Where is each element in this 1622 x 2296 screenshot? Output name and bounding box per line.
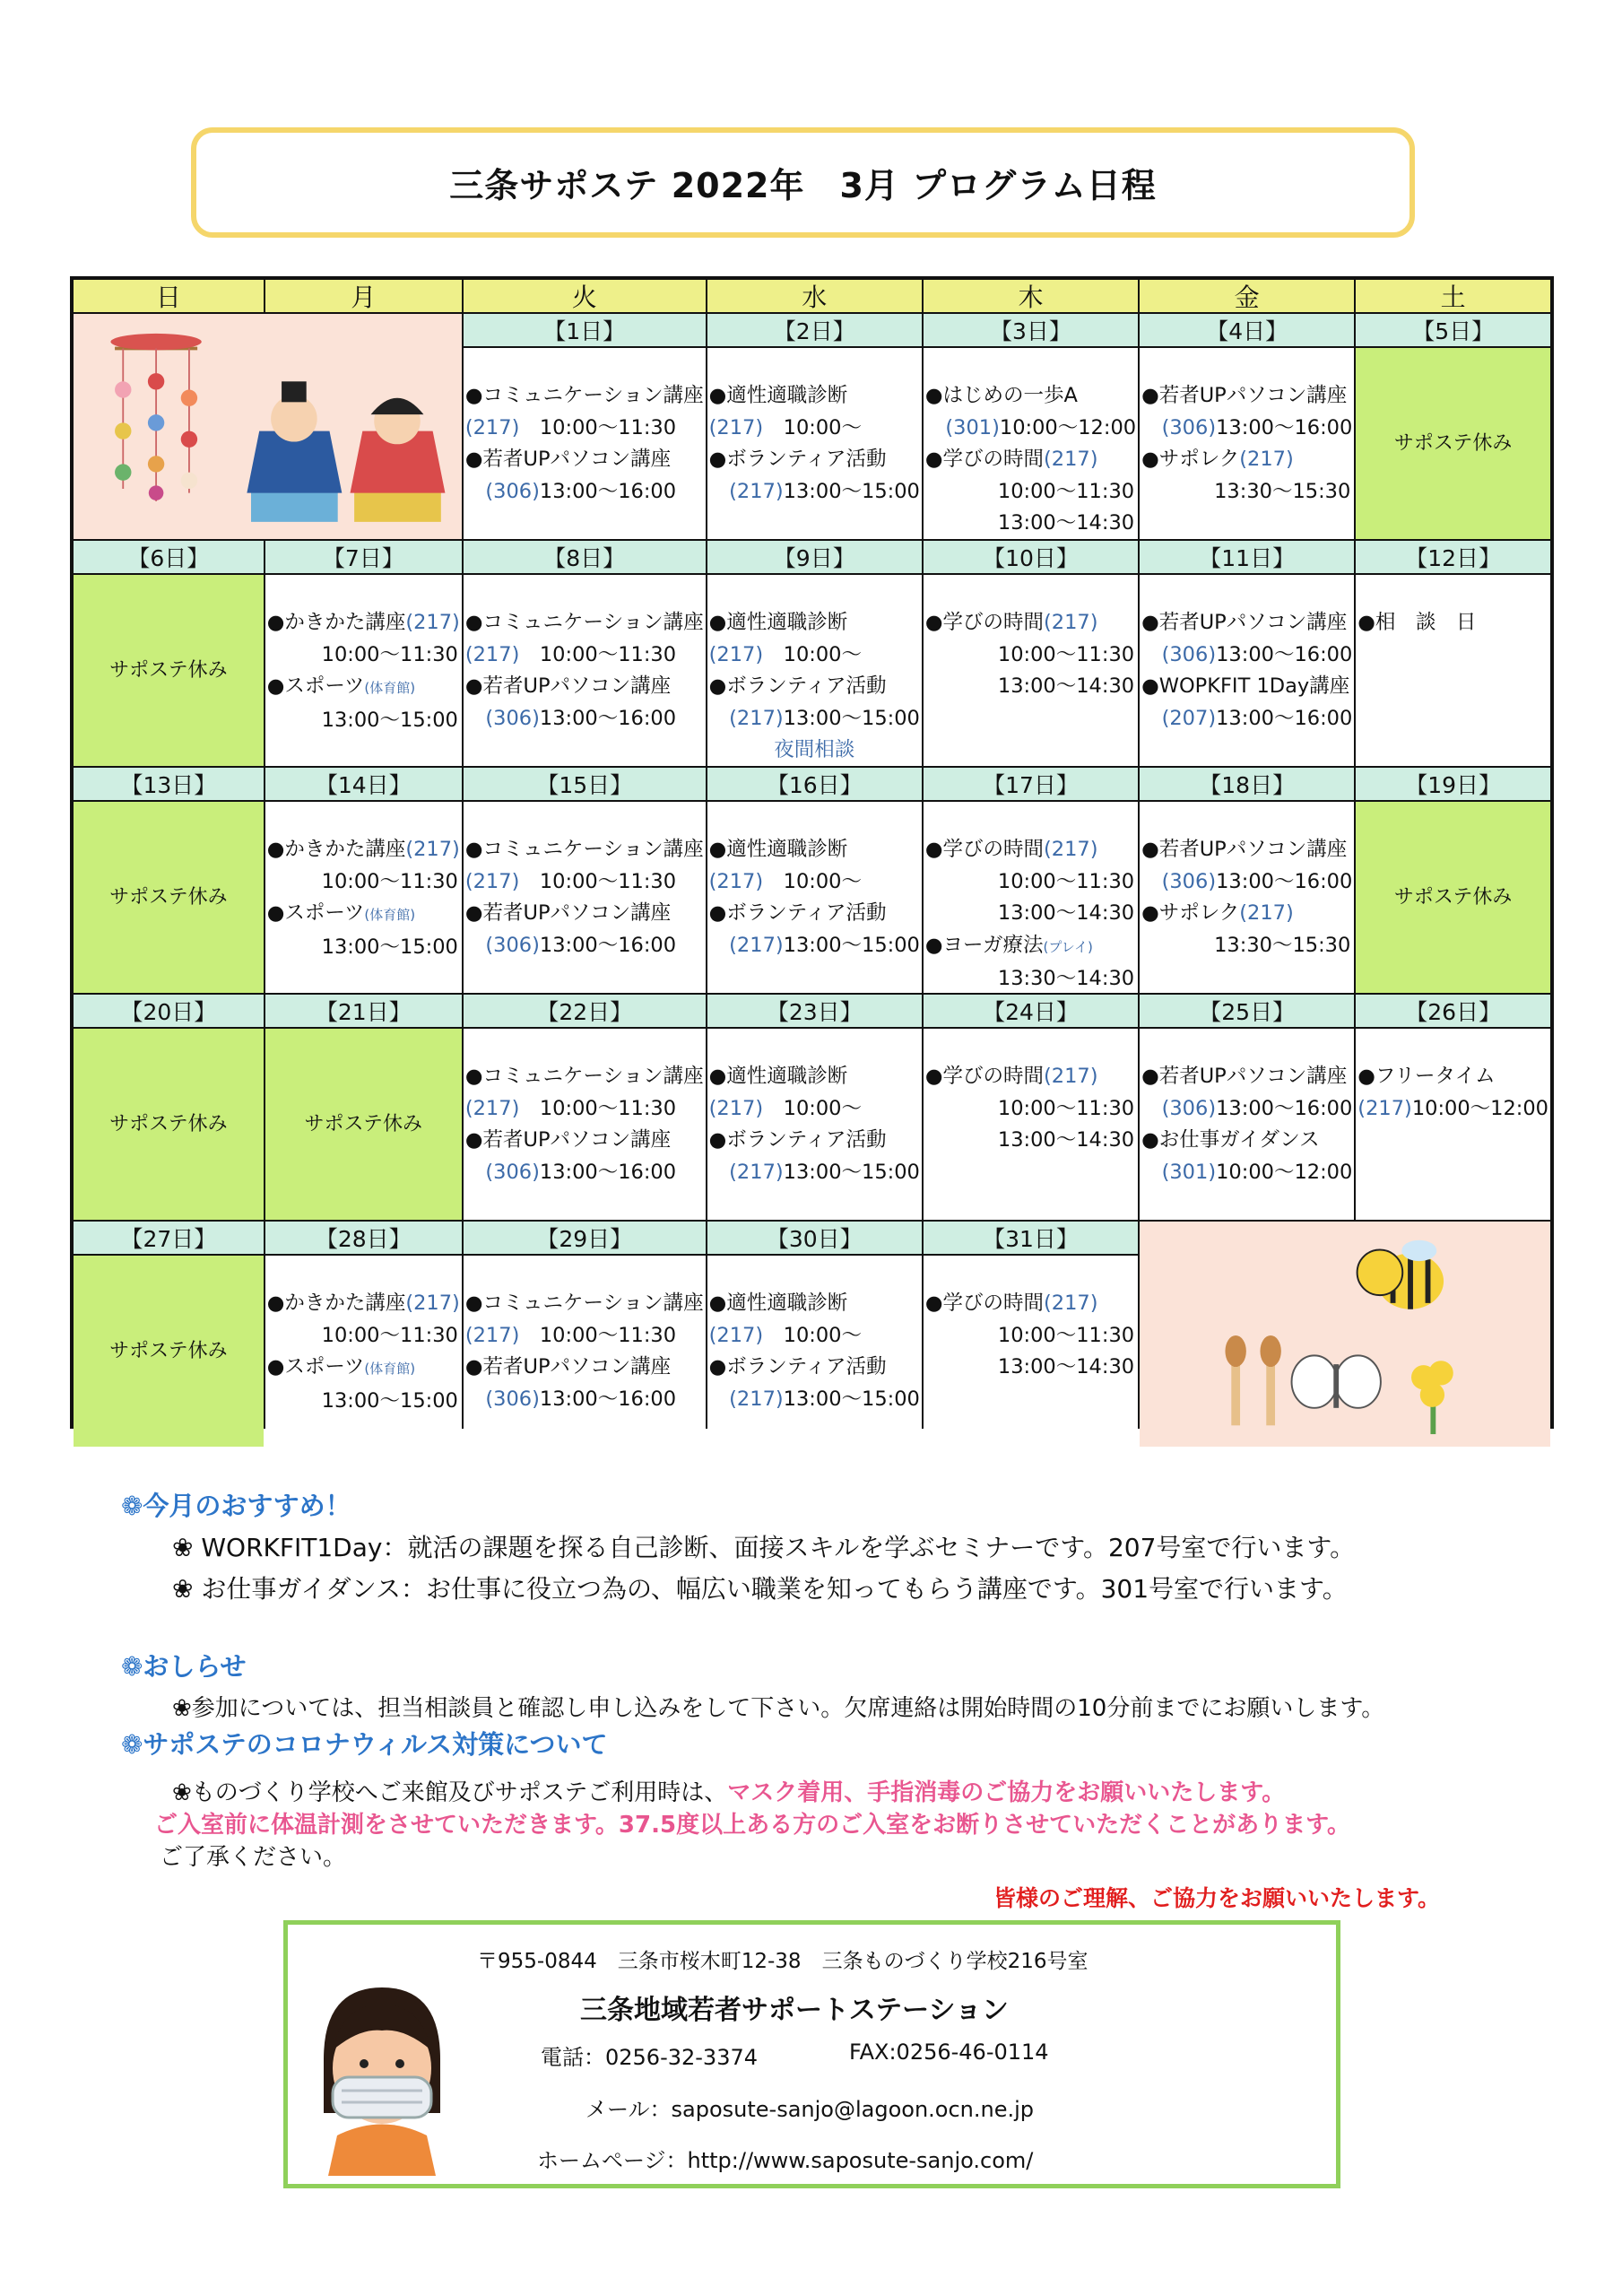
corona-line-3: ご了承ください。: [160, 1844, 347, 1871]
program-line: (301)10:00～12:00: [945, 415, 1137, 439]
program-line: (306)13:00～16:00: [1161, 642, 1353, 666]
masked-woman-illustration: [306, 1979, 458, 2176]
program-line: ●若者UPパソコン講座: [464, 674, 672, 698]
program-line: (301)10:00～12:00: [1161, 1160, 1353, 1184]
weekday-header: 月: [265, 280, 462, 312]
homepage: ホームページ：http://www.saposute-sanjo.com/: [537, 2148, 1034, 2173]
program-line: ●コミュニケーション講座: [464, 1065, 704, 1088]
weekday-header: 火: [464, 280, 706, 312]
program-line: 夜間相談: [774, 738, 855, 761]
program-line: 10:00～11:30: [321, 869, 458, 893]
program-line: ●ヨーガ療法(プレイ): [924, 933, 1093, 957]
date-label: 【31日】: [924, 1222, 1138, 1254]
program-line: (306)13:00～16:00: [1161, 1096, 1353, 1120]
program-line: ●適性適職診断: [708, 838, 848, 861]
program-line: 13:30～15:30: [1214, 933, 1351, 957]
program-line: (217) 10:00～11:30: [464, 869, 677, 893]
program-line: 13:00～14:30: [997, 511, 1135, 535]
program-cell: [707, 802, 922, 993]
program-line: 13:30～14:30: [997, 967, 1135, 990]
program-line: ●相 談 日: [1357, 611, 1477, 634]
program-line: (306)13:00～16:00: [485, 933, 677, 957]
program-line: ●ボランティア活動: [708, 448, 887, 471]
program-line: ●ボランティア活動: [708, 901, 887, 925]
program-line: ●かきかた講座(217): [266, 1292, 460, 1315]
date-label: 【25日】: [1140, 995, 1354, 1027]
calendar-grid: [70, 276, 1554, 1429]
program-line: 13:00～15:00: [321, 1388, 458, 1413]
closed-day: サポステ休み: [74, 575, 264, 766]
program-cell: [265, 575, 462, 766]
date-label: 【28日】: [265, 1222, 462, 1254]
date-label: 【20日】: [74, 995, 264, 1027]
contact-box: [283, 1920, 1340, 2188]
closed-day: サポステ休み: [265, 1029, 462, 1220]
program-line: ●スポーツ(体育館): [266, 674, 416, 698]
program-line: ●ボランティア活動: [708, 674, 887, 698]
hanging-ornament-illustration: [110, 334, 201, 501]
program-line: ●学びの時間(217): [924, 611, 1098, 634]
program-cell: [265, 802, 462, 993]
program-line: ●コミュニケーション講座: [464, 611, 704, 634]
program-cell: [464, 348, 706, 539]
program-line: ●コミュニケーション講座: [464, 384, 704, 407]
program-line: (217) 10:00～11:30: [464, 1323, 677, 1347]
program-line: (217) 10:00～: [708, 1096, 862, 1120]
program-cell: [707, 1256, 922, 1447]
program-cell: [265, 1256, 462, 1447]
date-label: 【24日】: [924, 995, 1138, 1027]
date-label: 【30日】: [707, 1222, 922, 1254]
program-line: ●学びの時間(217): [924, 838, 1098, 861]
page-title: 三条サポステ 2022年 3月 プログラム日程: [449, 166, 1157, 205]
date-label: 【15日】: [464, 768, 706, 800]
program-line: (217) 10:00～: [708, 869, 862, 893]
weekday-header: 木: [924, 280, 1138, 312]
spring-illustration: [1140, 1222, 1550, 1447]
date-label: 【23日】: [707, 995, 922, 1027]
rapeseed-flower-illustration: [1411, 1361, 1453, 1434]
notice-heading: ❁おしらせ: [121, 1651, 247, 1682]
program-line: ●学びの時間(217): [924, 1065, 1098, 1088]
program-line: ●かきかた講座(217): [266, 611, 460, 634]
program-line: ●かきかた講座(217): [266, 838, 460, 861]
closed-day: サポステ休み: [74, 802, 264, 993]
program-line: ●スポーツ(体育館): [266, 901, 416, 925]
program-line: ●若者UPパソコン講座: [464, 448, 672, 471]
program-line: ●サポレク(217): [1141, 448, 1294, 471]
date-label: 【1日】: [464, 314, 706, 346]
program-line: (306)13:00～16:00: [1161, 415, 1353, 439]
program-cell: [924, 802, 1138, 993]
weekday-header: 日: [74, 280, 264, 312]
program-cell: [924, 575, 1138, 766]
closed-day: サポステ休み: [74, 1029, 264, 1220]
program-line: ●ボランティア活動: [708, 1355, 887, 1378]
program-cell: [707, 348, 922, 539]
recommend-item-2: ❀ お仕事ガイダンス：お仕事に役立つ為の、幅広い職業を知ってもらう講座です。301号室で行います。: [172, 1574, 1348, 1604]
address: 〒955-0844 三条市桜木町12-38 三条ものづくり学校216号室: [477, 1950, 1089, 1973]
program-line: (306)13:00～16:00: [485, 479, 677, 503]
program-line: 10:00～11:30: [997, 1323, 1135, 1347]
weekday-header: 水: [707, 280, 922, 312]
program-cell: [464, 1256, 706, 1447]
program-line: (217) 10:00～: [708, 1323, 862, 1347]
date-label: 【8日】: [464, 541, 706, 573]
program-line: 10:00～11:30: [321, 642, 458, 666]
program-cell: [1140, 575, 1354, 766]
recommend-heading: ❁今月のおすすめ！: [121, 1491, 351, 1521]
date-label: 【7日】: [265, 541, 462, 573]
program-line: 10:00～11:30: [997, 1096, 1135, 1120]
program-line: (217) 10:00～: [708, 415, 862, 439]
program-line: 10:00～11:30: [997, 642, 1135, 666]
date-label: 【14日】: [265, 768, 462, 800]
date-label: 【27日】: [74, 1222, 264, 1254]
program-line: ●ボランティア活動: [708, 1128, 887, 1152]
program-line: (217)13:00～15:00: [729, 933, 920, 957]
program-line: ●学びの時間(217): [924, 1292, 1098, 1315]
hina-dolls-illustration: [74, 314, 462, 539]
date-label: 【9日】: [707, 541, 922, 573]
corona-heading: ❁サポステのコロナウィルス対策について: [121, 1729, 608, 1760]
program-cell: [464, 575, 706, 766]
program-line: 13:00～14:30: [997, 1355, 1135, 1378]
program-line: 13:00～14:30: [997, 674, 1135, 698]
closed-day: サポステ休み: [74, 1256, 264, 1447]
program-line: (217)13:00～15:00: [729, 1160, 920, 1184]
bee-illustration: [1357, 1240, 1444, 1309]
program-line: (217) 10:00～: [708, 642, 862, 666]
date-label: 【4日】: [1140, 314, 1354, 346]
date-label: 【3日】: [924, 314, 1138, 346]
program-line: ●はじめの一歩A: [924, 384, 1078, 407]
program-line: ●若者UPパソコン講座: [464, 1128, 672, 1152]
date-label: 【22日】: [464, 995, 706, 1027]
program-line: ●若者UPパソコン講座: [1141, 611, 1348, 634]
program-cell: [1140, 348, 1354, 539]
program-line: ●若者UPパソコン講座: [1141, 1065, 1348, 1088]
program-line: 10:00～11:30: [997, 869, 1135, 893]
program-line: (306)13:00～16:00: [485, 706, 677, 730]
date-label: 【5日】: [1356, 314, 1550, 346]
program-line: ●適性適職診断: [708, 611, 848, 634]
program-line: ●若者UPパソコン講座: [1141, 838, 1348, 861]
date-label: 【29日】: [464, 1222, 706, 1254]
program-line: ●適性適職診断: [708, 384, 848, 407]
program-line: ●お仕事ガイダンス: [1141, 1128, 1320, 1152]
program-line: ●学びの時間(217): [924, 448, 1098, 471]
program-line: 10:00～11:30: [997, 479, 1135, 503]
flower-bullet-icon: ❁: [121, 1729, 143, 1760]
date-label: 【2日】: [707, 314, 922, 346]
program-cell: [464, 802, 706, 993]
program-line: ●コミュニケーション講座: [464, 1292, 704, 1315]
program-line: (306)13:00～16:00: [485, 1387, 677, 1411]
program-cell: [1356, 1029, 1550, 1220]
program-line: 13:00～14:30: [997, 901, 1135, 925]
program-line: ●コミュニケーション講座: [464, 838, 704, 861]
program-line: 10:00～11:30: [321, 1323, 458, 1347]
program-line: ●若者UPパソコン講座: [1141, 384, 1348, 407]
date-label: 【12日】: [1356, 541, 1550, 573]
program-cell: [1356, 575, 1550, 766]
date-label: 【16日】: [707, 768, 922, 800]
date-label: 【17日】: [924, 768, 1138, 800]
program-line: (306)13:00～16:00: [1161, 869, 1353, 893]
corona-line-1: ❀ものづくり学校へご来館及びサポステご利用時は、マスク着用、手指消毒のご協力をお願いいたします。: [172, 1779, 1286, 1806]
recommend-item-1: ❀ WORKFIT1Day：就活の課題を探る自己診断、面接スキルを学ぶセミナーです。207号室で行います。: [172, 1533, 1356, 1562]
program-cell: [464, 1029, 706, 1220]
date-label: 【18日】: [1140, 768, 1354, 800]
program-line: 13:00～14:30: [997, 1128, 1135, 1152]
program-line: (217)13:00～15:00: [729, 1387, 920, 1411]
program-line: (306)13:00～16:00: [485, 1160, 677, 1184]
program-line: (207)13:00～16:00: [1161, 706, 1353, 730]
weekday-header: 土: [1356, 280, 1550, 312]
program-line: ●フリータイム: [1357, 1065, 1496, 1088]
fax: FAX:0256-46-0114: [849, 2039, 1049, 2065]
mail: メール：saposute-sanjo@lagoon.ocn.ne.jp: [585, 2097, 1035, 2122]
program-line: (217) 10:00～11:30: [464, 415, 677, 439]
program-line: ●サポレク(217): [1141, 901, 1294, 925]
program-line: ●適性適職診断: [708, 1065, 848, 1088]
date-label: 【11日】: [1140, 541, 1354, 573]
program-cell: [924, 1256, 1138, 1447]
program-cell: [1140, 1029, 1354, 1220]
flower-bullet-icon: ❁: [121, 1651, 143, 1682]
program-line: 13:30～15:30: [1214, 479, 1351, 503]
closed-day: サポステ休み: [1356, 802, 1550, 993]
program-line: (217)10:00～12:00: [1357, 1096, 1548, 1120]
title-box: [191, 127, 1415, 238]
program-line: ●スポーツ(体育館): [266, 1355, 416, 1378]
program-cell: [924, 348, 1138, 539]
program-line: (217)13:00～15:00: [729, 479, 920, 503]
tel: 電話：0256-32-3374: [541, 2045, 759, 2070]
notice-text: ❀参加については、担当相談員と確認し申し込みをして下さい。欠席連絡は開始時間の10分前までにお願いします。: [172, 1695, 1385, 1722]
butterfly-illustration: [1292, 1355, 1381, 1407]
program-line: ●WOPKFIT 1Day講座: [1141, 674, 1350, 698]
date-label: 【21日】: [265, 995, 462, 1027]
date-label: 【26日】: [1356, 995, 1550, 1027]
horsetail-illustration: [1226, 1335, 1281, 1425]
program-line: ●適性適職診断: [708, 1292, 848, 1315]
flower-bullet-icon: ❁: [121, 1491, 143, 1521]
program-line: (217) 10:00～11:30: [464, 642, 677, 666]
program-line: 13:00～15:00: [321, 935, 458, 959]
corona-line-2: ご入室前に体温計測をさせていただきます。37.5度以上ある方のご入室をお断りさせていただくことがあります。: [154, 1812, 1350, 1839]
program-line: (217)13:00～15:00: [729, 706, 920, 730]
program-cell: [707, 1029, 922, 1220]
date-label: 【6日】: [74, 541, 264, 573]
program-line: ●若者UPパソコン講座: [464, 1355, 672, 1378]
thanks-note: 皆様のご理解、ご協力をお願いいたします。: [993, 1885, 1441, 1911]
date-label: 【10日】: [924, 541, 1138, 573]
program-line: 13:00～15:00: [321, 708, 458, 732]
closed-day: サポステ休み: [1356, 348, 1550, 539]
program-cell: [707, 575, 922, 766]
program-cell: [1140, 802, 1354, 993]
date-label: 【13日】: [74, 768, 264, 800]
org-name: 三条地域若者サポートステーション: [580, 1995, 1009, 2026]
weekday-header: 金: [1140, 280, 1354, 312]
program-line: (217) 10:00～11:30: [464, 1096, 677, 1120]
program-line: ●若者UPパソコン講座: [464, 901, 672, 925]
program-cell: [924, 1029, 1138, 1220]
date-label: 【19日】: [1356, 768, 1550, 800]
